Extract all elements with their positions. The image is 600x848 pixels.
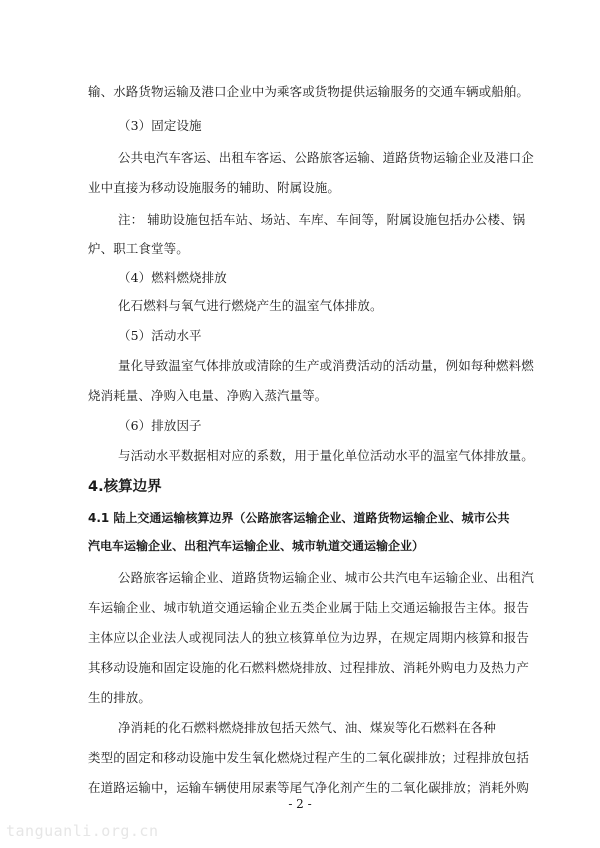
subsection-heading: 4.1 陆上交通运输核算边界（公路旅客运输企业、道路货物运输企业、城市公共 — [88, 511, 510, 525]
paragraph-line: 生的排放。 — [88, 690, 152, 705]
body-line: 化石燃料与氧气进行燃烧产生的温室气体排放。 — [118, 298, 383, 313]
watermark: tanguanli.org.cn — [6, 822, 159, 840]
body-line: 业中直接为移动设施服务的辅助、附属设施。 — [88, 180, 341, 195]
paragraph-line: 在道路运输中，运输车辆使用尿素等尾气净化剂产生的二氧化碳排放；消耗外购 — [88, 780, 530, 795]
note-line: 注： 辅助设施包括车站、场站、车库、车间等，附属设施包括办公楼、锅 — [118, 212, 526, 227]
page-number: - 2 - — [288, 797, 312, 811]
body-line: 公共电汽车客运、出租车客运、公路旅客运输、道路货物运输企业及港口企 — [118, 150, 534, 165]
paragraph-line: 公路旅客运输企业、道路货物运输企业、城市公共汽电车运输企业、出租汽 — [118, 570, 534, 585]
body-line: 烧消耗量、净购入电量、净购入蒸汽量等。 — [88, 388, 328, 403]
item-heading-fixed-facilities: （3）固定设施 — [118, 118, 202, 133]
paragraph-line: 其移动设施和固定设施的化石燃料燃烧排放、过程排放、消耗外购电力及热力产 — [88, 660, 530, 675]
item-heading-activity-level: （5）活动水平 — [118, 328, 202, 343]
section-heading: 4.核算边界 — [88, 479, 162, 495]
paragraph-line: 主体应以企业法人或视同法人的独立核算单位为边界，在规定周期内核算和报告 — [88, 630, 530, 645]
note-line: 炉、职工食堂等。 — [88, 241, 189, 256]
item-heading-fuel-combustion: （4）燃料燃烧排放 — [118, 270, 227, 285]
subsection-heading: 汽电车运输企业、出租汽车运输企业、城市轨道交通运输企业） — [88, 539, 425, 553]
item-heading-emission-factor: （6）排放因子 — [118, 418, 202, 433]
paragraph-line: 类型的固定和移动设施中发生氧化燃烧过程产生的二氧化碳排放；过程排放包括 — [88, 750, 530, 765]
paragraph-line: 净消耗的化石燃料燃烧排放包括天然气、油、煤炭等化石燃料在各种 — [118, 720, 497, 735]
body-line: 与活动水平数据相对应的系数，用于量化单位活动水平的温室气体排放量。 — [118, 448, 534, 463]
paragraph-line: 车运输企业、城市轨道交通运输企业五类企业属于陆上交通运输报告主体。报告 — [88, 600, 530, 615]
body-line: 量化导致温室气体排放或清除的生产或消费活动的活动量，例如每种燃料燃 — [118, 358, 534, 373]
body-line: 输、水路货物运输及港口企业中为乘客或货物提供运输服务的交通车辆或船舶。 — [88, 84, 530, 99]
